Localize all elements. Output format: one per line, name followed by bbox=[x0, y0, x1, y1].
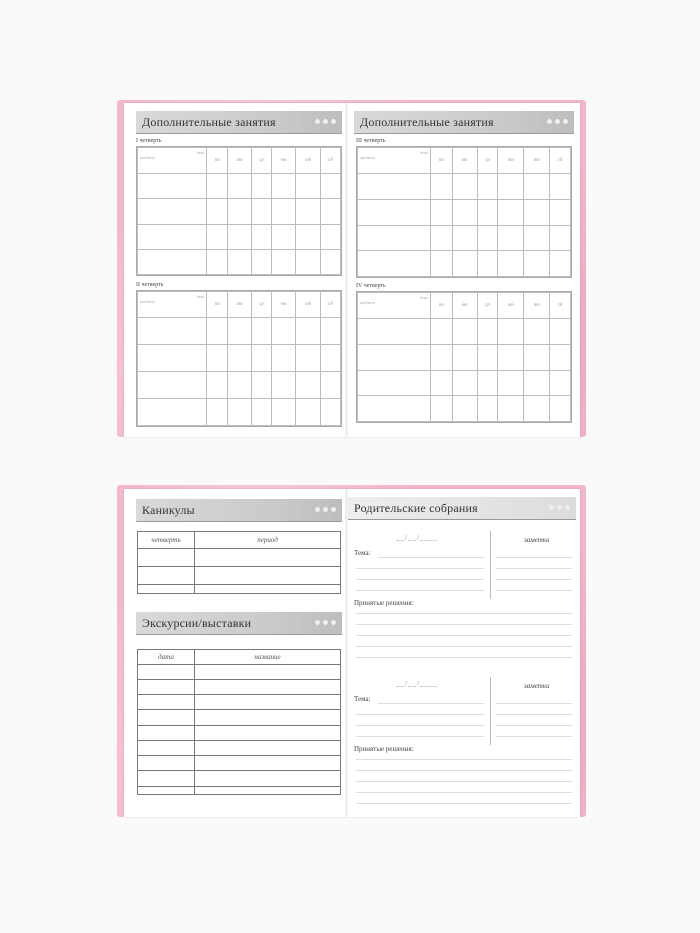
grid-cell bbox=[251, 249, 271, 274]
day-header: пн bbox=[430, 293, 452, 319]
grid-cell bbox=[498, 199, 524, 225]
grid-cell bbox=[550, 370, 571, 396]
grid-cell bbox=[251, 174, 271, 199]
schedule-grid-q2 bbox=[136, 290, 342, 427]
grid-cell bbox=[524, 396, 550, 422]
day-header: чт bbox=[498, 293, 524, 319]
grid-cell bbox=[296, 199, 321, 224]
grid-cell bbox=[358, 396, 431, 422]
grid-cell bbox=[271, 372, 295, 399]
grid-cell bbox=[296, 224, 321, 249]
day-header: сб bbox=[321, 292, 341, 318]
grid-cell bbox=[452, 199, 477, 225]
day-header: вт bbox=[452, 148, 477, 174]
day-header: пт bbox=[296, 292, 321, 318]
grid-cell bbox=[207, 174, 228, 199]
quarter-label: III четверть bbox=[356, 138, 386, 144]
section-header bbox=[136, 499, 342, 521]
grid-corner-cell: день предмет bbox=[138, 292, 207, 318]
grid-cell bbox=[430, 225, 452, 251]
grid-cell bbox=[321, 174, 341, 199]
grid-cell bbox=[452, 319, 477, 345]
grid-cell bbox=[550, 199, 571, 225]
grid-cell bbox=[524, 225, 550, 251]
section-header bbox=[354, 111, 574, 133]
grid-cell bbox=[358, 174, 431, 200]
grid-cell bbox=[477, 225, 498, 251]
grid-cell bbox=[498, 319, 524, 345]
meeting-notes-label-1: заметки bbox=[524, 536, 550, 544]
section-header bbox=[136, 612, 342, 634]
grid-cell bbox=[207, 199, 228, 224]
grid-cell bbox=[477, 199, 498, 225]
day-header: ср bbox=[251, 292, 271, 318]
grid-cell bbox=[138, 199, 207, 224]
day-header: сб bbox=[550, 148, 571, 174]
grid-cell bbox=[296, 318, 321, 345]
meeting-date-2: __/__/____ bbox=[396, 680, 438, 688]
trips-col-date: дата bbox=[138, 650, 195, 664]
meeting-date-1: __/__/____ bbox=[396, 534, 438, 542]
grid-cell bbox=[358, 225, 431, 251]
grid-cell bbox=[138, 318, 207, 345]
grid-cell bbox=[251, 372, 271, 399]
day-header: чт bbox=[271, 148, 295, 174]
grid-cell bbox=[498, 344, 524, 370]
grid-cell bbox=[321, 249, 341, 274]
grid-cell bbox=[477, 396, 498, 422]
grid-cell bbox=[271, 174, 295, 199]
quarter-label: IV четверть bbox=[356, 283, 386, 289]
grid-cell bbox=[138, 345, 207, 372]
day-header: ср bbox=[477, 148, 498, 174]
day-header: сб bbox=[550, 293, 571, 319]
grid-cell bbox=[550, 251, 571, 277]
grid-cell bbox=[271, 345, 295, 372]
section-title: Дополнительные занятия bbox=[360, 114, 494, 129]
section-header bbox=[136, 111, 342, 133]
grid-cell bbox=[138, 224, 207, 249]
day-header: вт bbox=[228, 148, 252, 174]
grid-cell bbox=[228, 199, 252, 224]
day-header: пт bbox=[524, 148, 550, 174]
grid-cell bbox=[321, 224, 341, 249]
grid-cell bbox=[296, 249, 321, 274]
quarter-label: II четверть bbox=[136, 282, 164, 288]
grid-cell bbox=[228, 372, 252, 399]
grid-cell bbox=[477, 344, 498, 370]
grid-cell bbox=[452, 251, 477, 277]
schedule-grid-q4 bbox=[356, 291, 572, 423]
quarter-label: I четверть bbox=[136, 138, 162, 144]
grid-cell bbox=[138, 372, 207, 399]
grid-corner-cell: день предмет bbox=[358, 148, 431, 174]
grid-cell bbox=[550, 319, 571, 345]
grid-cell bbox=[271, 399, 295, 426]
grid-cell bbox=[321, 199, 341, 224]
grid-cell bbox=[430, 344, 452, 370]
grid-cell bbox=[358, 319, 431, 345]
header-dots bbox=[549, 505, 570, 510]
grid-cell bbox=[358, 199, 431, 225]
grid-cell bbox=[228, 399, 252, 426]
day-header: чт bbox=[498, 148, 524, 174]
grid-cell bbox=[228, 224, 252, 249]
grid-cell bbox=[430, 251, 452, 277]
header-dots bbox=[315, 119, 336, 124]
day-header: пн bbox=[430, 148, 452, 174]
day-header: пт bbox=[296, 148, 321, 174]
day-header: чт bbox=[271, 292, 295, 318]
grid-cell bbox=[251, 318, 271, 345]
grid-cell bbox=[207, 249, 228, 274]
grid-cell bbox=[251, 345, 271, 372]
day-header: вт bbox=[228, 292, 252, 318]
grid-cell bbox=[477, 370, 498, 396]
grid-cell bbox=[296, 399, 321, 426]
grid-cell bbox=[524, 199, 550, 225]
grid-cell bbox=[296, 345, 321, 372]
grid-cell bbox=[498, 396, 524, 422]
grid-cell bbox=[477, 251, 498, 277]
grid-cell bbox=[358, 370, 431, 396]
grid-cell bbox=[430, 319, 452, 345]
grid-cell bbox=[524, 174, 550, 200]
grid-cell bbox=[358, 344, 431, 370]
section-title: Экскурсии/выставки bbox=[142, 615, 252, 630]
grid-cell bbox=[251, 399, 271, 426]
grid-cell bbox=[321, 399, 341, 426]
section-title: Дополнительные занятия bbox=[142, 114, 276, 129]
grid-cell bbox=[207, 318, 228, 345]
schedule-grid-q1 bbox=[136, 146, 342, 276]
grid-cell bbox=[550, 396, 571, 422]
grid-cell bbox=[228, 318, 252, 345]
grid-cell bbox=[228, 174, 252, 199]
grid-cell bbox=[498, 225, 524, 251]
grid-cell bbox=[138, 174, 207, 199]
page-parent-meetings bbox=[348, 489, 580, 817]
holidays-table bbox=[137, 531, 341, 594]
grid-cell bbox=[251, 224, 271, 249]
grid-cell bbox=[296, 372, 321, 399]
section-title: Каникулы bbox=[142, 502, 195, 517]
day-header: вт bbox=[452, 293, 477, 319]
grid-cell bbox=[207, 399, 228, 426]
grid-cell bbox=[524, 319, 550, 345]
grid-cell bbox=[430, 174, 452, 200]
grid-cell bbox=[524, 251, 550, 277]
grid-cell bbox=[358, 251, 431, 277]
grid-cell bbox=[430, 396, 452, 422]
meeting-theme-label-1: Тема: bbox=[354, 549, 371, 557]
grid-cell bbox=[228, 249, 252, 274]
day-header: пн bbox=[207, 292, 228, 318]
grid-cell bbox=[271, 224, 295, 249]
grid-cell bbox=[207, 224, 228, 249]
grid-cell bbox=[296, 174, 321, 199]
grid-cell bbox=[430, 199, 452, 225]
meeting-decisions-label-1: Принятые решения: bbox=[354, 599, 414, 607]
grid-cell bbox=[550, 174, 571, 200]
grid-cell bbox=[321, 345, 341, 372]
header-dots bbox=[315, 507, 336, 512]
grid-cell bbox=[251, 199, 271, 224]
header-dots bbox=[547, 119, 568, 124]
grid-cell bbox=[207, 345, 228, 372]
grid-cell bbox=[452, 225, 477, 251]
grid-cell bbox=[271, 318, 295, 345]
grid-cell bbox=[271, 199, 295, 224]
page-extra-classes-right bbox=[348, 103, 580, 437]
schedule-grid-q3 bbox=[356, 146, 572, 278]
grid-cell bbox=[452, 344, 477, 370]
section-title: Родительские собрания bbox=[354, 500, 478, 515]
day-header: сб bbox=[321, 148, 341, 174]
header-dots bbox=[315, 620, 336, 625]
page-extra-classes-left bbox=[124, 103, 348, 437]
meeting-decisions-label-2: Принятые решения: bbox=[354, 745, 414, 753]
grid-cell bbox=[138, 399, 207, 426]
grid-cell bbox=[271, 249, 295, 274]
grid-cell bbox=[498, 251, 524, 277]
grid-cell bbox=[452, 396, 477, 422]
grid-cell bbox=[498, 174, 524, 200]
day-header: ср bbox=[251, 148, 271, 174]
section-header bbox=[348, 497, 576, 519]
grid-cell bbox=[452, 370, 477, 396]
grid-cell bbox=[452, 174, 477, 200]
grid-cell bbox=[138, 249, 207, 274]
grid-corner-cell: день предмет bbox=[358, 293, 431, 319]
trips-col-name: название bbox=[195, 650, 340, 664]
grid-cell bbox=[477, 319, 498, 345]
grid-cell bbox=[321, 318, 341, 345]
grid-cell bbox=[498, 370, 524, 396]
grid-cell bbox=[524, 344, 550, 370]
holidays-col-period: период bbox=[195, 532, 340, 548]
grid-cell bbox=[430, 370, 452, 396]
grid-corner-cell: день предмет bbox=[138, 148, 207, 174]
grid-cell bbox=[524, 370, 550, 396]
holidays-col-quarter: четверть bbox=[138, 532, 195, 548]
meeting-theme-label-2: Тема: bbox=[354, 695, 371, 703]
page-holidays-trips bbox=[124, 489, 348, 817]
grid-cell bbox=[207, 372, 228, 399]
trips-table bbox=[137, 649, 341, 795]
day-header: ср bbox=[477, 293, 498, 319]
day-header: пн bbox=[207, 148, 228, 174]
day-header: пт bbox=[524, 293, 550, 319]
grid-cell bbox=[228, 345, 252, 372]
meeting-notes-label-2: заметки bbox=[524, 682, 550, 690]
grid-cell bbox=[550, 344, 571, 370]
grid-cell bbox=[321, 372, 341, 399]
grid-cell bbox=[550, 225, 571, 251]
grid-cell bbox=[477, 174, 498, 200]
